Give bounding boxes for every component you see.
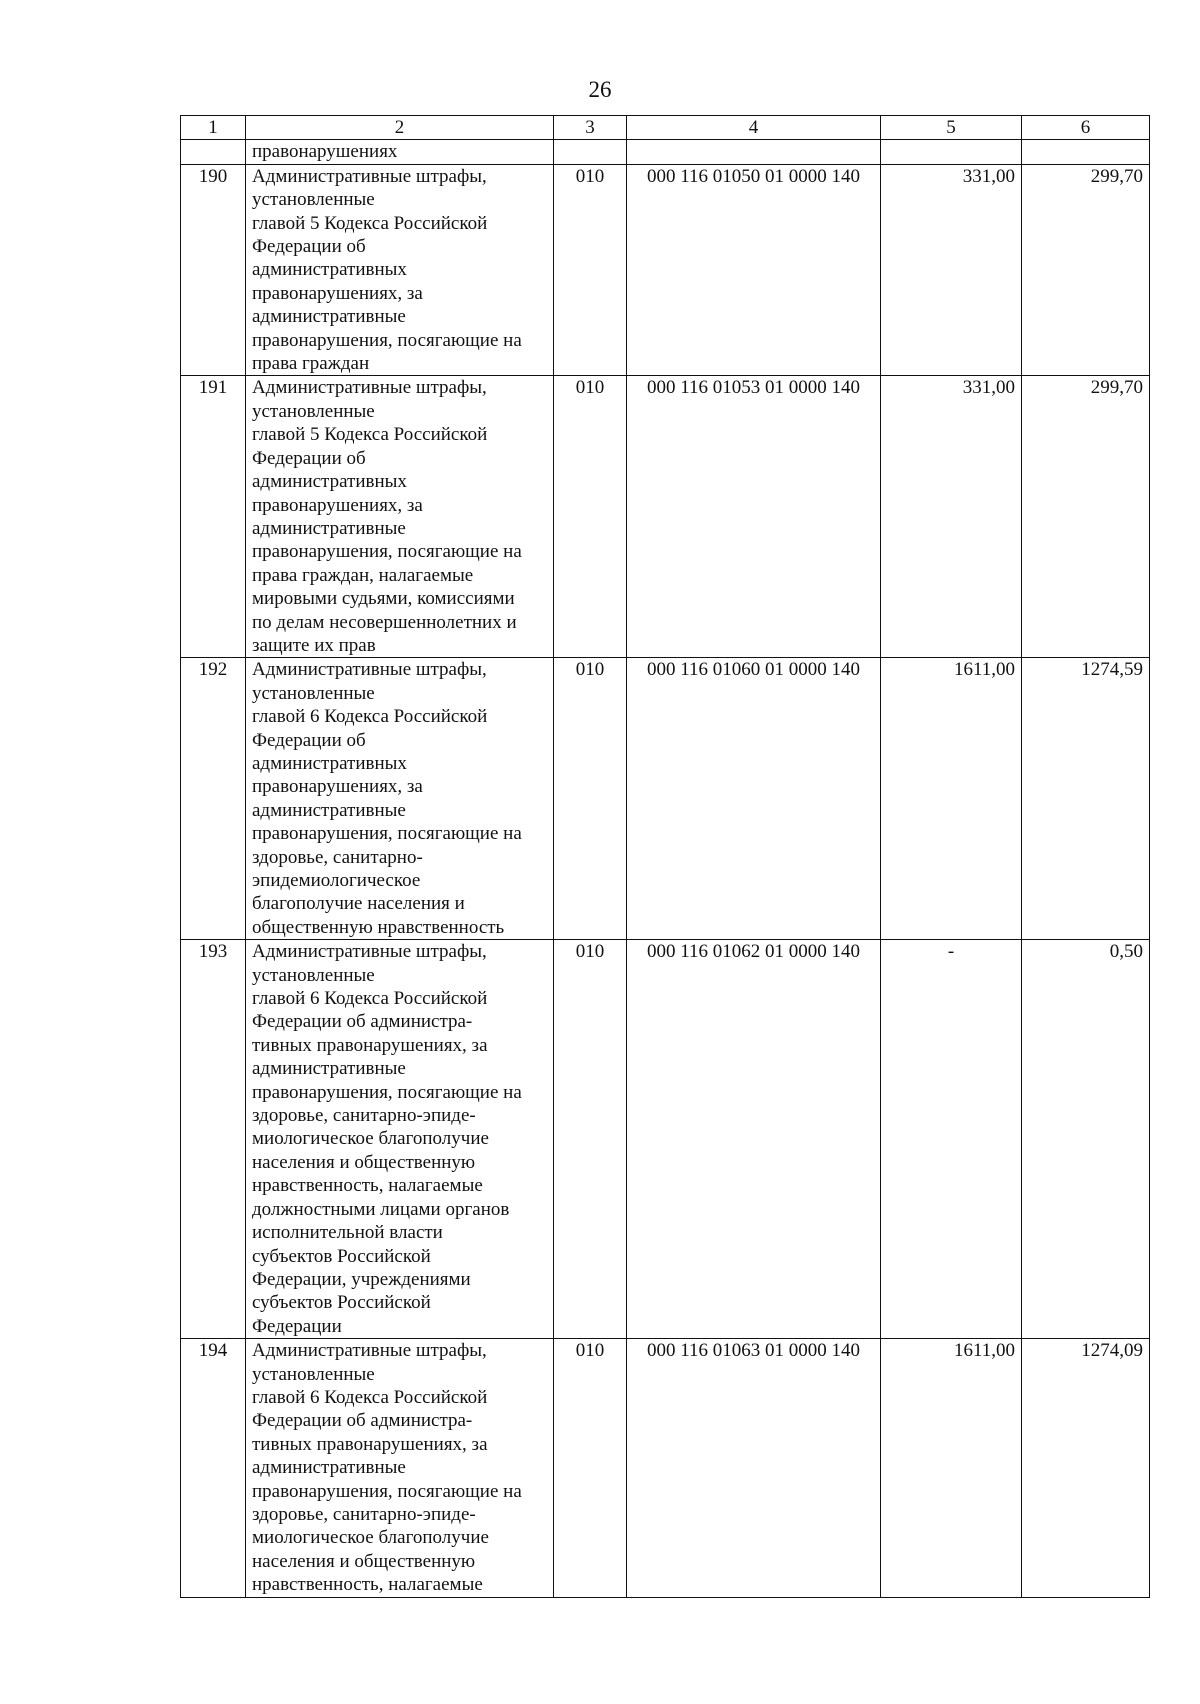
table-row <box>181 164 1150 376</box>
table-row <box>181 940 1150 1339</box>
admin-code-cell: 010 <box>554 940 627 1339</box>
continuation-row <box>181 140 1150 164</box>
row-name-cell: Административные штрафы, установленные главой 6 Кодекса Российской Федерации об административных правонарушениях, за административные правонарушения, посягающие на здоровье, санитарно- эпидемиологическое благополучие населения и общественную нравственность <box>246 658 554 940</box>
admin-code-cell: 010 <box>554 376 627 658</box>
admin-code-cell <box>554 140 627 164</box>
row-number-cell: 193 <box>181 940 246 1339</box>
column-header: 2 <box>246 116 554 140</box>
value-5-cell: 1611,00 <box>881 658 1022 940</box>
budget-code-cell <box>627 140 881 164</box>
row-name-cell: Административные штрафы, установленные главой 5 Кодекса Российской Федерации об административных правонарушениях, за административные правонарушения, посягающие на права граждан, налагаемые мировыми судьями, комиссиями по делам несовершеннолетних и защите их прав <box>246 376 554 658</box>
admin-code-cell: 010 <box>554 164 627 376</box>
table-row <box>181 1339 1150 1597</box>
budget-code-cell: 000 116 01062 01 0000 140 <box>627 940 881 1339</box>
row-number-cell: 190 <box>181 164 246 376</box>
value-6-cell: 0,50 <box>1022 940 1150 1339</box>
value-5-cell: - <box>881 940 1022 1339</box>
column-header: 4 <box>627 116 881 140</box>
column-header: 6 <box>1022 116 1150 140</box>
table-row <box>181 658 1150 940</box>
table-row <box>181 376 1150 658</box>
row-number-cell: 191 <box>181 376 246 658</box>
row-name-cell: Административные штрафы, установленные главой 6 Кодекса Российской Федерации об администра- тивных правонарушениях, за административные правонарушения, посягающие на здоровье, санитарно-эпиде- миологическое благополучие населения и общественную нравственность, налагаемые <box>246 1339 554 1597</box>
page-number: 26 <box>588 77 612 102</box>
budget-code-cell: 000 116 01050 01 0000 140 <box>627 164 881 376</box>
budget-code-cell: 000 116 01063 01 0000 140 <box>627 1339 881 1597</box>
value-6-cell: 299,70 <box>1022 376 1150 658</box>
revenue-table <box>180 115 1150 1598</box>
admin-code-cell: 010 <box>554 1339 627 1597</box>
row-number-cell: 192 <box>181 658 246 940</box>
value-5-cell: 331,00 <box>881 376 1022 658</box>
admin-code-cell: 010 <box>554 658 627 940</box>
column-header: 1 <box>181 116 246 140</box>
value-5-cell <box>881 140 1022 164</box>
value-5-cell: 331,00 <box>881 164 1022 376</box>
row-name-cell: правонарушениях <box>246 140 554 164</box>
value-6-cell: 1274,09 <box>1022 1339 1150 1597</box>
row-number-cell <box>181 140 246 164</box>
value-6-cell: 1274,59 <box>1022 658 1150 940</box>
budget-code-cell: 000 116 01053 01 0000 140 <box>627 376 881 658</box>
value-5-cell: 1611,00 <box>881 1339 1022 1597</box>
row-number-cell: 194 <box>181 1339 246 1597</box>
value-6-cell <box>1022 140 1150 164</box>
table-header-row <box>181 116 1150 140</box>
value-6-cell: 299,70 <box>1022 164 1150 376</box>
column-header: 3 <box>554 116 627 140</box>
budget-code-cell: 000 116 01060 01 0000 140 <box>627 658 881 940</box>
row-name-cell: Административные штрафы, установленные главой 5 Кодекса Российской Федерации об административных правонарушениях, за административные правонарушения, посягающие на права граждан <box>246 164 554 376</box>
column-header: 5 <box>881 116 1022 140</box>
row-name-cell: Административные штрафы, установленные главой 6 Кодекса Российской Федерации об администра- тивных правонарушениях, за административные правонарушения, посягающие на здоровье, санитарно-эпиде- миологическое благополучие населения и общественную нравственность, налагаемые должностными лицами органов исполнительной власти субъектов Российской Федерации, учреждениями субъектов Российской Федерации <box>246 940 554 1339</box>
